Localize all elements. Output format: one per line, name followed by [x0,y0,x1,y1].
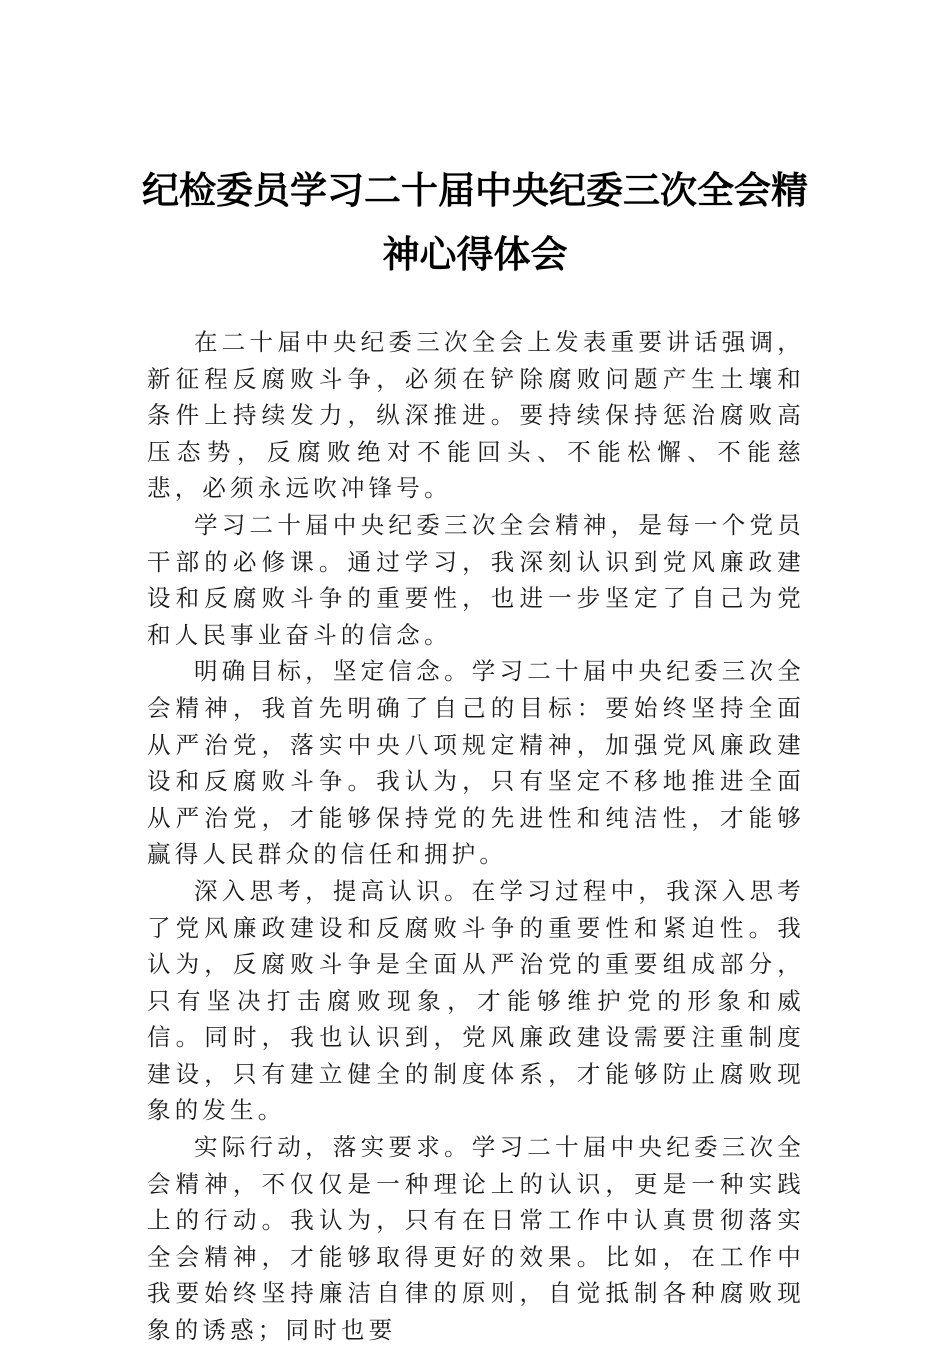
paragraph-3: 明确目标，坚定信念。学习二十届中央纪委三次全会精神，我首先明确了自己的目标：要始终坚持全面从严治党，落实中央八项规定精神，加强党风廉政建设和反腐败斗争。我认为，只有坚定不移地推进全面从严治党，才能够保持党的先进性和纯洁性，才能够赢得人民群众的信任和拥护。 [147,657,805,869]
paragraph-5: 实际行动，落实要求。学习二十届中央纪委三次全会精神，不仅仅是一种理论上的认识，更是一种实践上的行动。我认为，只有在日常工作中认真贯彻落实全会精神，才能够取得更好的效果。比如，在工作中我要始终坚持廉洁自律的原则，自觉抵制各种腐败现象的诱惑；同时也要 [147,1133,805,1345]
paragraph-4: 深入思考，提高认识。在学习过程中，我深入思考了党风廉政建设和反腐败斗争的重要性和紧迫性。我认为，反腐败斗争是全面从严治党的重要组成部分，只有坚决打击腐败现象，才能够维护党的形象和威信。同时，我也认识到，党风廉政建设需要注重制度建设，只有建立健全的制度体系，才能够防止腐败现象的发生。 [147,876,805,1125]
title-line-1: 纪检委员学习二十届中央纪委三次全会精 [142,168,808,212]
document-title [130,158,820,286]
paragraph-2: 学习二十届中央纪委三次全会精神，是每一个党员干部的必修课。通过学习，我深刻认识到党风廉政建设和反腐败斗争的重要性，也进一步坚定了自己为党和人民事业奋斗的信念。 [147,510,805,649]
paragraph-1: 在二十届中央纪委三次全会上发表重要讲话强调，新征程反腐败斗争，必须在铲除腐败问题产生土壤和条件上持续发力，纵深推进。要持续保持惩治腐败高压态势，反腐败绝对不能回头、不能松懈、不能慈悲，必须永远吹冲锋号。 [147,328,805,503]
title-line-2: 神心得体会 [382,232,568,276]
document-body [147,324,805,1349]
